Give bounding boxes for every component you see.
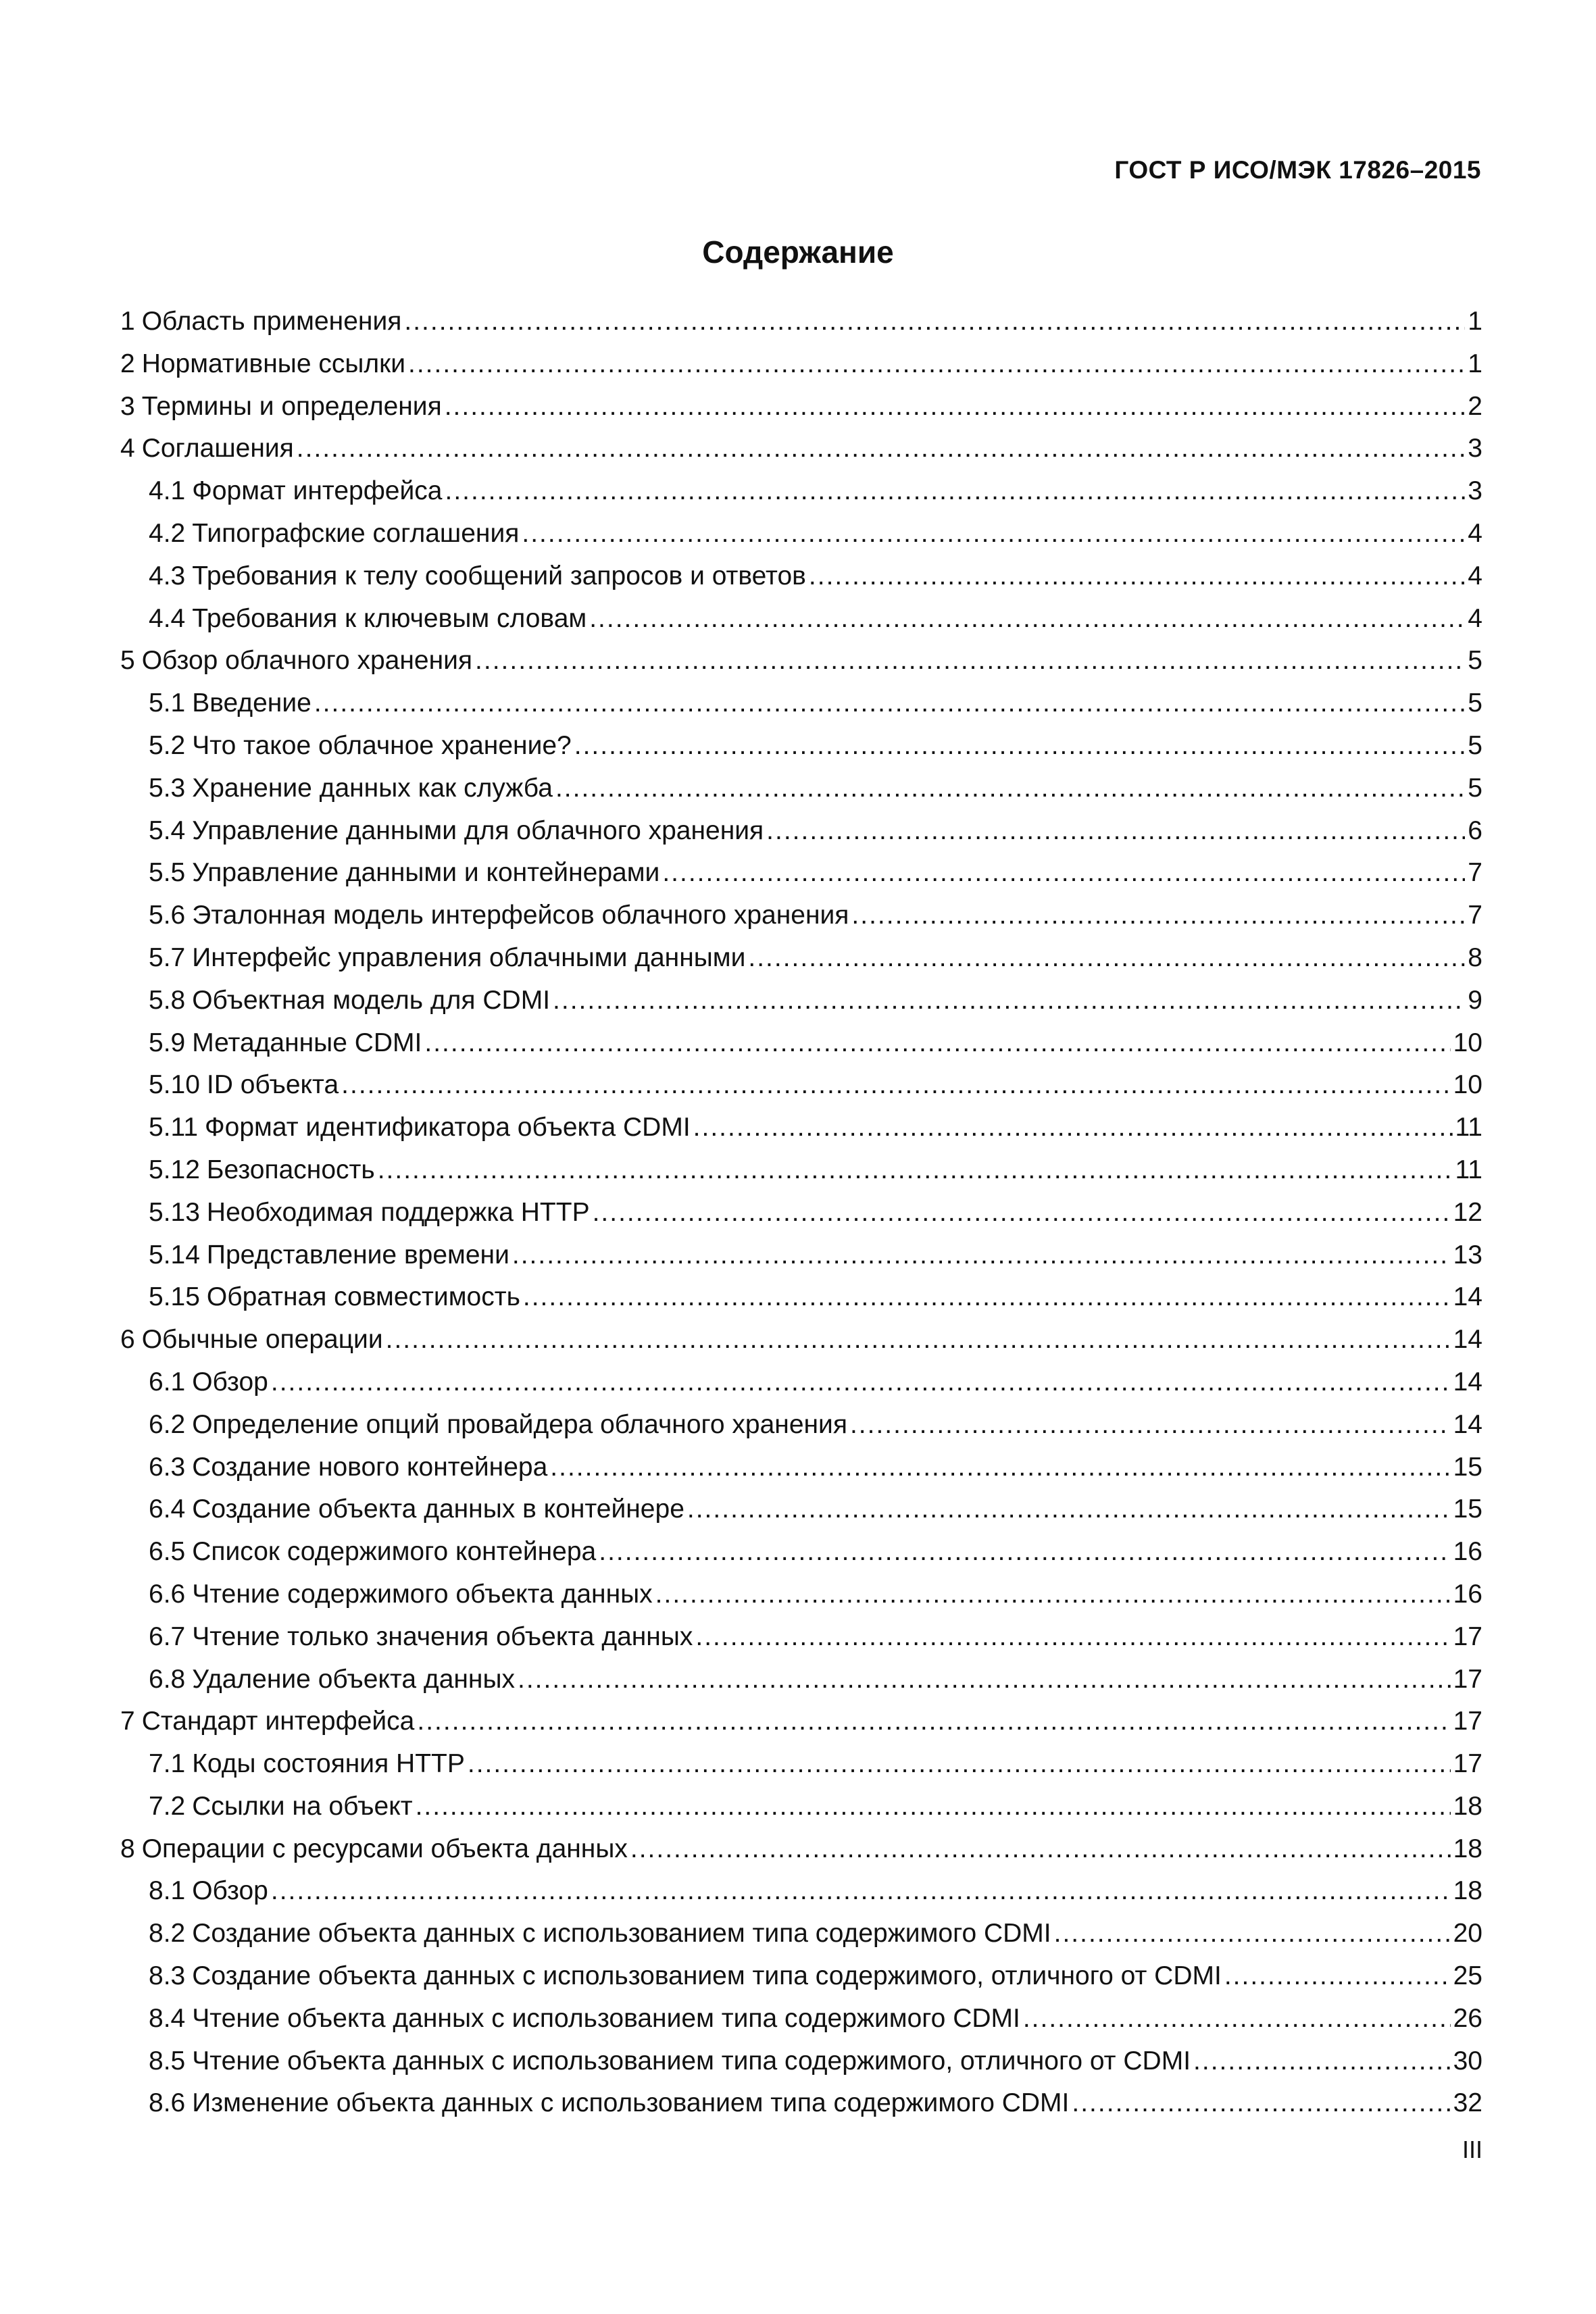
toc-dot-leader (314, 682, 1465, 725)
toc-entry-label: Требования к телу сообщений запросов и ответов (192, 561, 806, 590)
toc-entry[interactable] (120, 640, 1482, 682)
toc-entry-page: 11 (1455, 1113, 1482, 1142)
toc-entry-page: 5 (1468, 730, 1482, 760)
toc-dot-leader (662, 852, 1465, 895)
toc-entry[interactable] (120, 598, 1482, 640)
toc-entry[interactable] (120, 937, 1482, 980)
toc-dot-leader (850, 1404, 1451, 1447)
toc-entry-label: Метаданные CDMI (192, 1028, 422, 1057)
toc-entry-page: 4 (1468, 518, 1482, 548)
toc-entry[interactable] (120, 1574, 1482, 1616)
toc-entry[interactable] (120, 2082, 1482, 2125)
toc-entry-number: 8.2 (149, 1919, 186, 1948)
toc-entry-number: 5.2 (149, 730, 186, 760)
toc-entry[interactable] (120, 1870, 1482, 1913)
toc-entry-page: 1 (1468, 307, 1482, 336)
toc-entry[interactable] (120, 1488, 1482, 1531)
toc-entry-number: 6.7 (149, 1621, 186, 1651)
toc-entry-label: Необходимая поддержка HTTP (206, 1197, 590, 1227)
toc-entry[interactable] (120, 1828, 1482, 1871)
toc-entry[interactable] (120, 1234, 1482, 1277)
toc-entry-label: Обзор (192, 1367, 268, 1397)
toc-entry-label: Определение опций провайдера облачного хранения (192, 1409, 847, 1439)
toc-dot-leader (748, 937, 1465, 980)
toc-dot-leader (378, 1149, 1453, 1192)
toc-entry-label: Чтение объекта данных с использованием типа содержимого CDMI (192, 2003, 1020, 2033)
toc-entry-label: Типографские соглашения (192, 518, 520, 548)
toc-dot-leader (468, 1743, 1451, 1786)
toc-entry-page: 1 (1468, 349, 1482, 378)
toc-entry-label: Чтение объекта данных с использованием типа содержимого, отличного от CDMI (192, 2046, 1191, 2076)
toc-entry[interactable] (120, 980, 1482, 1022)
toc-entry-page: 25 (1453, 1961, 1482, 1991)
toc-entry-number: 5.9 (149, 1028, 186, 1057)
toc-entry-page: 15 (1453, 1494, 1482, 1524)
toc-entry-page: 32 (1453, 2088, 1482, 2118)
toc-dot-leader (695, 1616, 1450, 1659)
toc-entry-number: 8.6 (149, 2088, 186, 2118)
toc-entry-page: 30 (1453, 2046, 1482, 2076)
toc-entry-label: Создание нового контейнера (192, 1452, 548, 1482)
toc-entry[interactable] (120, 1659, 1482, 1701)
toc-dot-leader (574, 725, 1466, 768)
toc-entry-page: 18 (1453, 1791, 1482, 1821)
toc-entry-number: 8.4 (149, 2003, 186, 2033)
toc-entry-label: Управление данными и контейнерами (192, 858, 660, 888)
toc-dot-leader (417, 1701, 1450, 1743)
toc-entry-number: 6.3 (149, 1452, 186, 1482)
toc-entry-number: 5.8 (149, 985, 186, 1015)
toc-entry-page: 14 (1453, 1409, 1482, 1439)
toc-entry-label: Введение (192, 688, 311, 718)
toc-entry-label: Безопасность (206, 1155, 375, 1184)
toc-dot-leader (416, 1786, 1451, 1828)
toc-entry-number: 8.5 (149, 2046, 186, 2076)
page-number: III (1462, 2136, 1482, 2163)
toc-dot-leader (1193, 2040, 1451, 2083)
toc-entry-label: Формат интерфейса (192, 476, 443, 506)
toc-entry-page: 17 (1453, 1749, 1482, 1779)
toc-entry-label: Область применения (141, 307, 402, 336)
toc-entry-page: 5 (1468, 773, 1482, 803)
toc-entry-label: Нормативные ссылки (141, 349, 405, 378)
toc-dot-leader (386, 1319, 1451, 1361)
toc-dot-leader (687, 1488, 1451, 1531)
toc-entry-page: 15 (1453, 1452, 1482, 1482)
toc-entry[interactable] (120, 1786, 1482, 1828)
toc-entry[interactable] (120, 852, 1482, 895)
toc-entry-number: 5.11 (149, 1113, 199, 1142)
toc-entry-page: 7 (1468, 858, 1482, 888)
toc-entry[interactable] (120, 1913, 1482, 1955)
toc-entry-label: Список содержимого контейнера (192, 1537, 597, 1567)
toc-entry-label: Чтение только значения объекта данных (192, 1621, 693, 1651)
toc-entry-label: Термины и определения (141, 391, 442, 421)
toc-dot-leader (593, 1192, 1451, 1234)
toc-entry-label: Формат идентификатора объекта CDMI (205, 1113, 691, 1142)
toc-entry-page: 18 (1453, 1876, 1482, 1906)
toc-entry-label: Управление данными для облачного хранения (192, 815, 764, 845)
toc-dot-leader (341, 1064, 1450, 1107)
toc-dot-leader (522, 513, 1465, 555)
toc-entry[interactable] (120, 768, 1482, 810)
toc-entry-label: Что такое облачное хранение? (192, 730, 572, 760)
toc-entry-label: Создание объекта данных с использованием типа содержимого, отличного от CDMI (192, 1961, 1222, 1991)
toc-entry-label: Операции с ресурсами объекта данных (141, 1834, 628, 1863)
toc-entry-page: 14 (1453, 1282, 1482, 1312)
toc-entry-number: 1 (120, 307, 135, 336)
toc-entry-number: 5.10 (149, 1070, 200, 1100)
toc-entry-number: 5.3 (149, 773, 186, 803)
toc-entry[interactable] (120, 1192, 1482, 1234)
toc-entry-number: 8.3 (149, 1961, 186, 1991)
toc-entry-number: 7.1 (149, 1749, 186, 1779)
toc-entry-number: 2 (120, 349, 135, 378)
toc-entry-label: Стандарт интерфейса (141, 1707, 415, 1736)
toc-entry-number: 8.1 (149, 1876, 186, 1906)
toc-dot-leader (693, 1107, 1453, 1149)
toc-entry-page: 10 (1453, 1028, 1482, 1057)
toc-entry-label: Объектная модель для CDMI (192, 985, 551, 1015)
toc-entry-number: 5.5 (149, 858, 186, 888)
toc-entry[interactable] (120, 1319, 1482, 1361)
toc-entry-number: 8 (120, 1834, 135, 1863)
toc-entry-number: 5.13 (149, 1197, 200, 1227)
toc-dot-leader (512, 1234, 1451, 1277)
toc-entry-number: 5.15 (149, 1282, 200, 1312)
toc-entry-number: 5.7 (149, 942, 186, 972)
toc-dot-leader (271, 1870, 1451, 1913)
toc-entry-label: Соглашения (141, 434, 294, 463)
toc-entry[interactable] (120, 343, 1482, 386)
toc-entry[interactable] (120, 1447, 1482, 1489)
toc-entry-label: Интерфейс управления облачными данными (192, 942, 746, 972)
toc-entry-label: Чтение содержимого объекта данных (192, 1579, 653, 1609)
toc-entry-page: 8 (1468, 942, 1482, 972)
toc-entry-page: 16 (1453, 1537, 1482, 1567)
toc-entry-page: 3 (1468, 434, 1482, 463)
toc-dot-leader (297, 428, 1466, 470)
toc-entry-number: 7.2 (149, 1791, 186, 1821)
toc-entry-page: 12 (1453, 1197, 1482, 1227)
toc-entry-label: Коды состояния HTTP (192, 1749, 465, 1779)
toc-entry-label: Представление времени (206, 1240, 509, 1269)
toc-dot-leader (518, 1659, 1451, 1701)
toc-dot-leader (1224, 1955, 1451, 1998)
toc-entry-page: 9 (1468, 985, 1482, 1015)
toc-dot-leader (550, 1447, 1450, 1489)
toc-entry-page: 14 (1453, 1367, 1482, 1397)
toc-entry-number: 5.4 (149, 815, 186, 845)
toc-dot-leader (630, 1828, 1451, 1871)
toc-entry-label: Создание объекта данных с использованием типа содержимого CDMI (192, 1919, 1051, 1948)
toc-dot-leader (655, 1574, 1451, 1616)
toc-entry-number: 3 (120, 391, 135, 421)
toc-entry[interactable] (120, 386, 1482, 428)
toc-entry-number: 6.2 (149, 1409, 186, 1439)
toc-entry[interactable] (120, 1404, 1482, 1447)
toc-dot-leader (408, 343, 1465, 386)
toc-entry-number: 6.6 (149, 1579, 186, 1609)
toc-entry-page: 18 (1453, 1834, 1482, 1863)
toc-dot-leader (809, 555, 1465, 598)
toc-entry[interactable] (120, 725, 1482, 768)
toc-entry-page: 13 (1453, 1240, 1482, 1269)
toc-entry-label: Создание объекта данных в контейнере (192, 1494, 684, 1524)
toc-entry[interactable] (120, 513, 1482, 555)
toc-entry-label: Обычные операции (141, 1325, 383, 1355)
toc-entry-number: 7 (120, 1707, 135, 1736)
toc-dot-leader (599, 1531, 1450, 1574)
toc-entry[interactable] (120, 555, 1482, 598)
toc-entry-page: 2 (1468, 391, 1482, 421)
toc-entry-label: Эталонная модель интерфейсов облачного хранения (192, 901, 849, 930)
toc-entry[interactable] (120, 1107, 1482, 1149)
toc-dot-leader (445, 470, 1465, 513)
toc-entry-page: 7 (1468, 901, 1482, 930)
toc-dot-leader (445, 386, 1466, 428)
toc-entry-page: 26 (1453, 2003, 1482, 2033)
toc-entry-label: Обзор облачного хранения (141, 646, 473, 676)
document-code: ГОСТ Р ИСО/МЭК 17826–2015 (1114, 156, 1481, 184)
toc-entry[interactable] (120, 1276, 1482, 1319)
toc-entry-label: Изменение объекта данных с использованием типа содержимого CDMI (192, 2088, 1070, 2118)
toc-entry-page: 20 (1453, 1919, 1482, 1948)
toc-entry[interactable] (120, 895, 1482, 937)
toc-dot-leader (1023, 1998, 1451, 2040)
toc-entry-number: 4 (120, 434, 135, 463)
toc-entry-label: Ссылки на объект (192, 1791, 413, 1821)
toc-entry-page: 3 (1468, 476, 1482, 506)
toc-entry[interactable] (120, 1955, 1482, 1998)
toc-dot-leader (555, 768, 1465, 810)
toc-entry-number: 5.14 (149, 1240, 200, 1269)
toc-entry[interactable] (120, 1361, 1482, 1404)
toc-dot-leader (475, 640, 1465, 682)
toc-entry-number: 6 (120, 1325, 135, 1355)
toc-entry[interactable] (120, 1616, 1482, 1659)
toc-entry-page: 17 (1453, 1664, 1482, 1694)
toc-entry-number: 5.12 (149, 1155, 200, 1184)
toc-dot-leader (553, 980, 1465, 1022)
toc-dot-leader (404, 301, 1465, 343)
toc-entry-number: 6.8 (149, 1664, 186, 1694)
toc-entry-number: 5.6 (149, 901, 186, 930)
toc-entry[interactable] (120, 1531, 1482, 1574)
toc-entry-page: 16 (1453, 1579, 1482, 1609)
toc-entry[interactable] (120, 428, 1482, 470)
toc-dot-leader (766, 810, 1465, 853)
toc-dot-leader (851, 895, 1465, 937)
toc-entry[interactable] (120, 1743, 1482, 1786)
toc-entry[interactable] (120, 1064, 1482, 1107)
toc-entry-number: 4.4 (149, 603, 186, 633)
toc-entry-number: 4.1 (149, 476, 186, 506)
toc-entry-number: 5 (120, 646, 135, 676)
toc-entry-label: Обратная совместимость (206, 1282, 520, 1312)
toc-entry-number: 6.5 (149, 1537, 186, 1567)
toc-entry-number: 5.1 (149, 688, 186, 718)
toc-entry-page: 17 (1453, 1621, 1482, 1651)
toc-entry-page: 11 (1455, 1155, 1482, 1184)
toc-title: Содержание (702, 234, 894, 270)
toc-entry-number: 6.1 (149, 1367, 186, 1397)
toc-entry-number: 4.3 (149, 561, 186, 590)
toc-dot-leader (589, 598, 1465, 640)
toc-entry-number: 6.4 (149, 1494, 186, 1524)
toc-entry[interactable] (120, 1701, 1482, 1743)
toc-entry-page: 17 (1453, 1707, 1482, 1736)
toc-entry-page: 5 (1468, 646, 1482, 676)
toc-entry-label: Удаление объекта данных (192, 1664, 515, 1694)
toc-entry-label: Обзор (192, 1876, 268, 1906)
toc-dot-leader (523, 1276, 1451, 1319)
toc-entry-page: 10 (1453, 1070, 1482, 1100)
toc-entry-page: 14 (1453, 1325, 1482, 1355)
toc-entry-label: Хранение данных как служба (192, 773, 553, 803)
toc-entry[interactable] (120, 810, 1482, 853)
toc-entry[interactable] (120, 682, 1482, 725)
toc-entry[interactable] (120, 470, 1482, 513)
table-of-contents (120, 301, 1482, 2125)
toc-entry-label: ID объекта (206, 1070, 339, 1100)
toc-entry[interactable] (120, 1998, 1482, 2040)
toc-entry-page: 4 (1468, 561, 1482, 590)
toc-entry-page: 5 (1468, 688, 1482, 718)
toc-entry[interactable] (120, 2040, 1482, 2083)
toc-entry-number: 4.2 (149, 518, 186, 548)
toc-dot-leader (424, 1022, 1450, 1065)
toc-dot-leader (271, 1361, 1451, 1404)
toc-entry-page: 4 (1468, 603, 1482, 633)
toc-dot-leader (1054, 1913, 1451, 1955)
toc-dot-leader (1072, 2082, 1450, 2125)
toc-entry-label: Требования к ключевым словам (192, 603, 587, 633)
toc-entry[interactable] (120, 301, 1482, 343)
toc-entry-page: 6 (1468, 815, 1482, 845)
toc-entry[interactable] (120, 1149, 1482, 1192)
toc-entry[interactable] (120, 1022, 1482, 1065)
